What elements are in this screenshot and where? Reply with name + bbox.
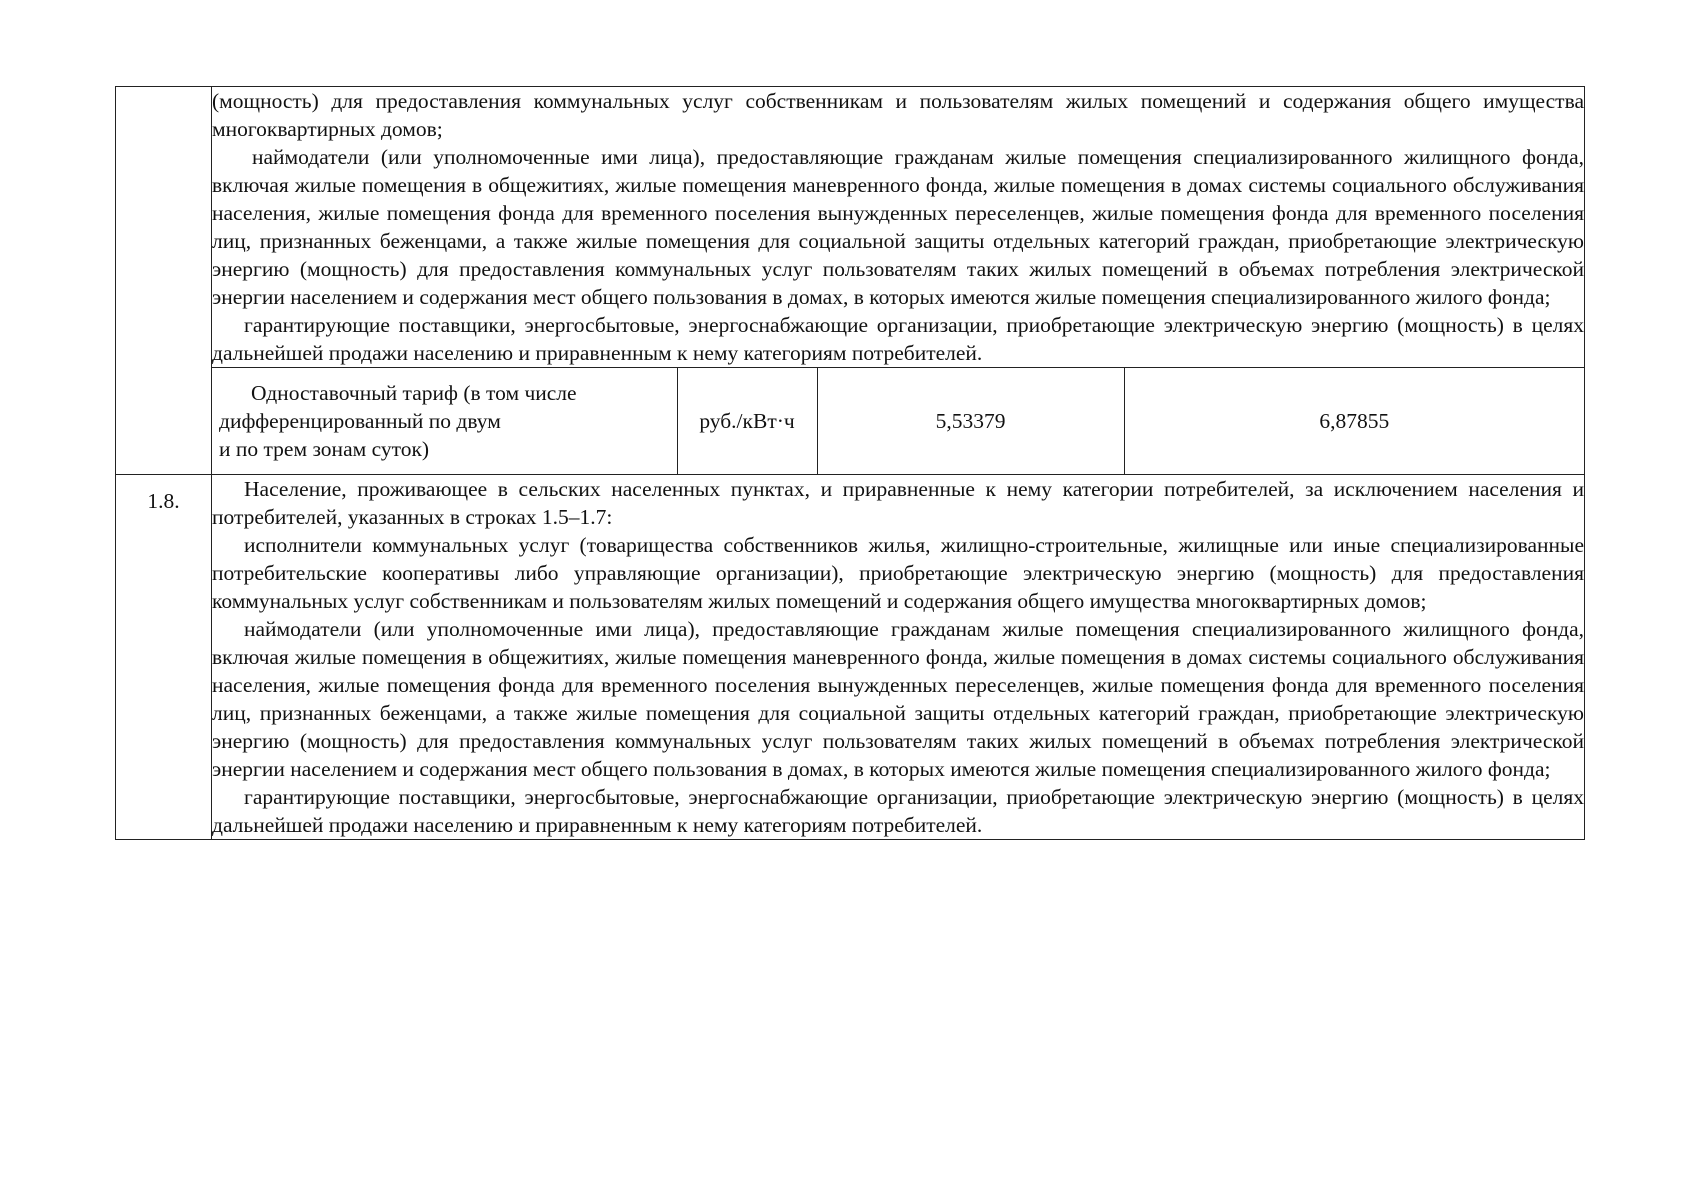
tariff-row-cell bbox=[212, 368, 1585, 475]
tariff-label-line-2: дифференцированный по двум bbox=[219, 409, 501, 433]
row-1-8-description-cell bbox=[212, 475, 1585, 840]
continuation-paragraph-3: гарантирующие поставщики, энергосбытовые, энергоснабжающие организации, приобретающие электрическую энергию (мощность) в целях дальнейшей продажи населению и приравненным к нему категориям потребителей. bbox=[212, 313, 1584, 365]
continuation-paragraph-1: (мощность) для предоставления коммунальных услуг собственникам и пользователям жилых помещений и содержания общего имущества многоквартирных домов; bbox=[212, 89, 1584, 141]
continuation-paragraph-2: наймодатели (или уполномоченные ими лица), предоставляющие гражданам жилые помещения специализированного жилищного фонда, включая жилые помещения в общежитиях, жилые помещения маневренного фонда, жилые помещения в домах системы социального обслуживания населения, жилые помещения фонда для временного поселения вынужденных переселенцев, жилые помещения фонда для временного поселения лиц, признанных беженцами, а также жилые помещения для социальной защиты отдельных категорий граждан, приобретающие электрическую энергию (мощность) для предоставления коммунальных услуг пользователям таких жилых помещений в объемах потребления электрической энергии населением и содержания мест общего пользования в домах, в которых имеются жилые помещения специализированного жилого фонда; bbox=[212, 145, 1584, 309]
table-row-tariff bbox=[116, 368, 1585, 475]
row-number-cell-empty bbox=[116, 87, 212, 475]
tariff-unit-cell: руб./кВт·ч bbox=[677, 368, 817, 474]
tariff-label-line-3: и по трем зонам суток) bbox=[219, 437, 430, 461]
tariff-label-cell bbox=[212, 368, 677, 474]
continuation-description-cell bbox=[212, 87, 1585, 368]
tariff-value-2-cell: 6,87855 bbox=[1124, 368, 1584, 474]
row-1-8-paragraph-1: Население, проживающее в сельских населенных пунктах, и приравненные к нему категории потребителей, за исключением населения и потребителей, указанных в строках 1.5–1.7: bbox=[212, 477, 1584, 529]
row-number-cell: 1.8. bbox=[116, 475, 212, 840]
tariff-subrow bbox=[212, 368, 1584, 474]
table-row-continuation bbox=[116, 87, 1585, 368]
row-1-8-paragraph-3: наймодатели (или уполномоченные ими лица), предоставляющие гражданам жилые помещения специализированного жилищного фонда, включая жилые помещения в общежитиях, жилые помещения маневренного фонда, жилые помещения в домах системы социального обслуживания населения, жилые помещения фонда для временного поселения вынужденных переселенцев, жилые помещения фонда для временного поселения лиц, признанных беженцами, а также жилые помещения для социальной защиты отдельных категорий граждан, приобретающие электрическую энергию (мощность) для предоставления коммунальных услуг пользователям таких жилых помещений в объемах потребления электрической энергии населением и содержания мест общего пользования в домах, в которых имеются жилые помещения специализированного жилого фонда; bbox=[212, 617, 1584, 781]
table-row-1-8 bbox=[116, 475, 1585, 840]
tariff-table bbox=[115, 86, 1585, 840]
row-1-8-paragraph-4: гарантирующие поставщики, энергосбытовые, энергоснабжающие организации, приобретающие электрическую энергию (мощность) в целях дальнейшей продажи населению и приравненным к нему категориям потребителей. bbox=[212, 785, 1584, 837]
tariff-subtable bbox=[212, 368, 1584, 474]
tariff-value-1-cell: 5,53379 bbox=[817, 368, 1124, 474]
row-1-8-paragraph-2: исполнители коммунальных услуг (товарищества собственников жилья, жилищно-строительные, жилищные или иные специализированные потребительские кооперативы либо управляющие организации), приобретающие электрическую энергию (мощность) для предоставления коммунальных услуг собственникам и пользователям жилых помещений и содержания общего имущества многоквартирных домов; bbox=[212, 533, 1584, 613]
tariff-label-line-1: Одноставочный тариф (в том числе bbox=[251, 381, 577, 405]
